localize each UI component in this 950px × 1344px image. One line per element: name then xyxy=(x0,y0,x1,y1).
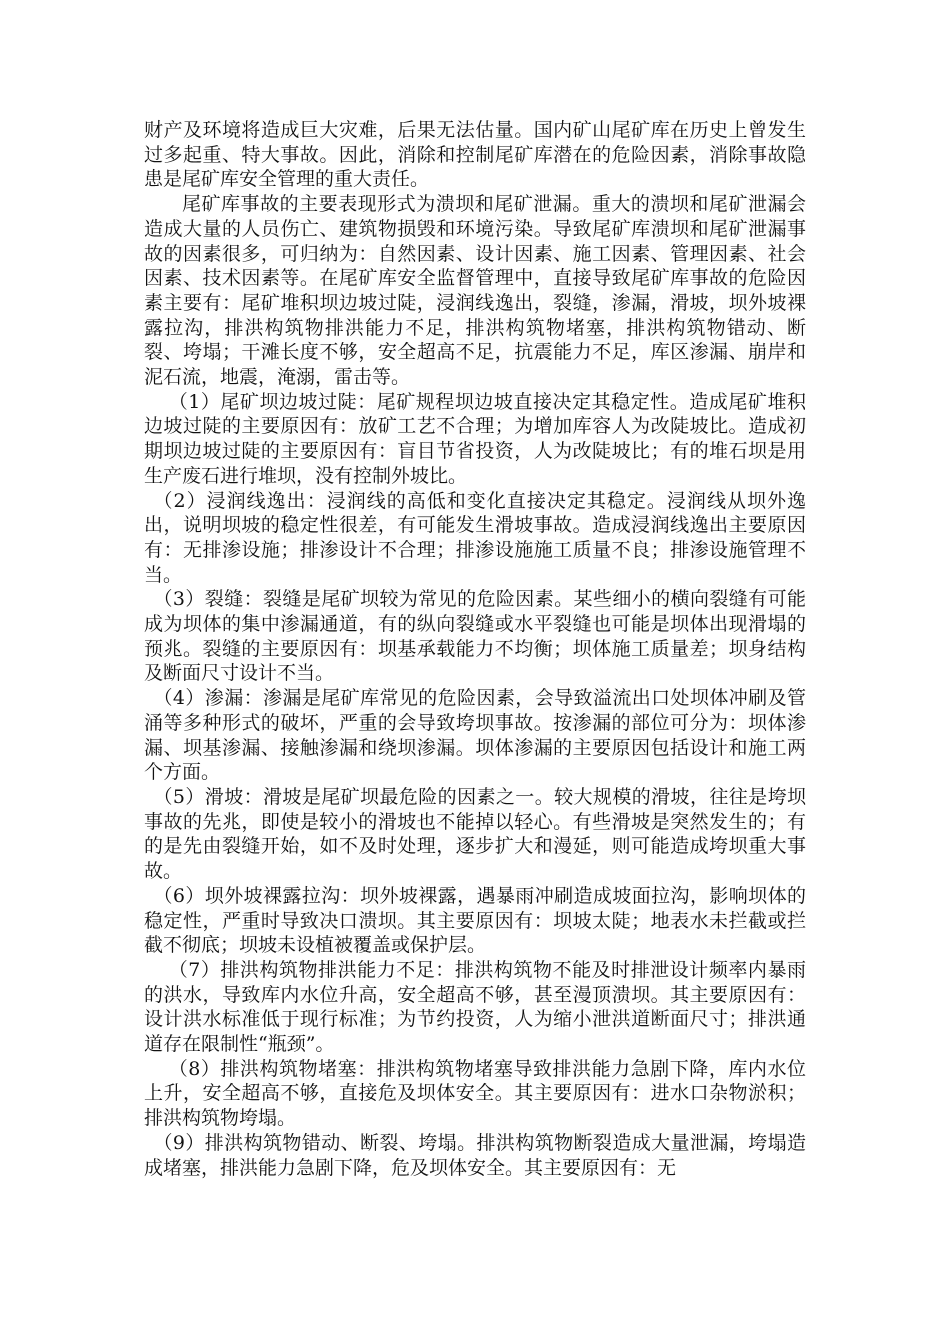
paragraph-item-7-drainage-capacity: （7）排洪构筑物排洪能力不足：排洪构筑物不能及时排泄设计频率内暴雨的洪水，导致库内水位升高，安全超高不够，甚至漫顶溃坝。其主要原因有：设计洪水标准低于现行标准；为节约投资，人为缩小泄洪道断面尺寸；排洪通道存在限制性“瓶颈”。 xyxy=(144,958,806,1056)
paragraph-item-1-slope: （1）尾矿坝边坡过陡：尾矿规程坝边坡直接决定其稳定性。造成尾矿堆积边坡过陡的主要原因有：放矿工艺不合理；为增加库容人为改陡坡比。造成初期坝边坡过陡的主要原因有：盲目节省投资，人为改陡坡比；有的堆石坝是用生产废石进行堆坝，没有控制外坡比。 xyxy=(144,390,806,487)
paragraph-accident-forms: 尾矿库事故的主要表现形式为溃坝和尾矿泄漏。重大的溃坝和尾矿泄漏会造成大量的人员伤亡、建筑物损毁和环境污染。导致尾矿库溃坝和尾矿泄漏事故的因素很多，可归纳为：自然因素、设计因素、施工因素、管理因素、社会因素、技术因素等。在尾矿库安全监督管理中，直接导致尾矿库事故的危险因素主要有：尾矿堆积坝边坡过陡，浸润线逸出，裂缝，渗漏，滑坡，坝外坡裸露拉沟，排洪构筑物排洪能力不足，排洪构筑物堵塞，排洪构筑物错动、断裂、垮塌；干滩长度不够，安全超高不足，抗震能力不足，库区渗漏、崩岸和泥石流，地震，淹溺，雷击等。 xyxy=(144,193,806,389)
paragraph-item-3-cracks: （3）裂缝：裂缝是尾矿坝较为常见的危险因素。某些细小的横向裂缝有可能成为坝体的集中渗漏通道，有的纵向裂缝或水平裂缝也可能是坝体出现滑塌的预兆。裂缝的主要原因有：坝基承载能力不均衡；坝体施工质量差；坝身结构及断面尺寸设计不当。 xyxy=(144,588,806,685)
paragraph-item-8-drainage-blockage: （8）排洪构筑物堵塞：排洪构筑物堵塞导致排洪能力急剧下降，库内水位上升，安全超高不够，直接危及坝体安全。其主要原因有：进水口杂物淤积；排洪构筑物垮塌。 xyxy=(144,1057,806,1130)
paragraph-item-2-seepage-line: （2）浸润线逸出：浸润线的高低和变化直接决定其稳定。浸润线从坝外逸出，说明坝坡的稳定性很差，有可能发生滑坡事故。造成浸润线逸出主要原因有：无排渗设施；排渗设计不合理；排渗设施施工质量不良；排渗设施管理不当。 xyxy=(144,489,806,586)
paragraph-item-4-leakage: （4）渗漏：渗漏是尾矿库常见的危险因素，会导致溢流出口处坝体冲刷及管涌等多种形式的破坏，严重的会导致垮坝事故。按渗漏的部位可分为：坝体渗漏、坝基渗漏、接触渗漏和绕坝渗漏。坝体渗漏的主要原因包括设计和施工两个方面。 xyxy=(144,687,806,784)
paragraph-item-6-exposed-slope: （6）坝外坡裸露拉沟：坝外坡裸露，遇暴雨冲刷造成坡面拉沟，影响坝体的稳定性，严重时导致决口溃坝。其主要原因有：坝坡太陡；地表水未拦截或拦截不彻底；坝坡未设植被覆盖或保护层。 xyxy=(144,884,806,957)
paragraph-item-5-landslide: （5）滑坡：滑坡是尾矿坝最危险的因素之一。较大规模的滑坡，往往是垮坝事故的先兆，即使是较小的滑坡也不能掉以轻心。有些滑坡是突然发生的；有的是先由裂缝开始，如不及时处理，逐步扩大和漫延，则可能造成垮坝重大事故。 xyxy=(144,785,806,883)
document-page xyxy=(144,118,806,1180)
paragraph-intro-continued: 财产及环境将造成巨大灾难，后果无法估量。国内矿山尾矿库在历史上曾发生过多起重、特大事故。因此，消除和控制尾矿库潜在的危险因素，消除事故隐患是尾矿库安全管理的重大责任。 xyxy=(144,119,806,191)
paragraph-item-9-drainage-collapse: （9）排洪构筑物错动、断裂、垮塌。排洪构筑物断裂造成大量泄漏，垮塌造成堵塞，排洪能力急剧下降，危及坝体安全。其主要原因有：无 xyxy=(144,1131,806,1179)
